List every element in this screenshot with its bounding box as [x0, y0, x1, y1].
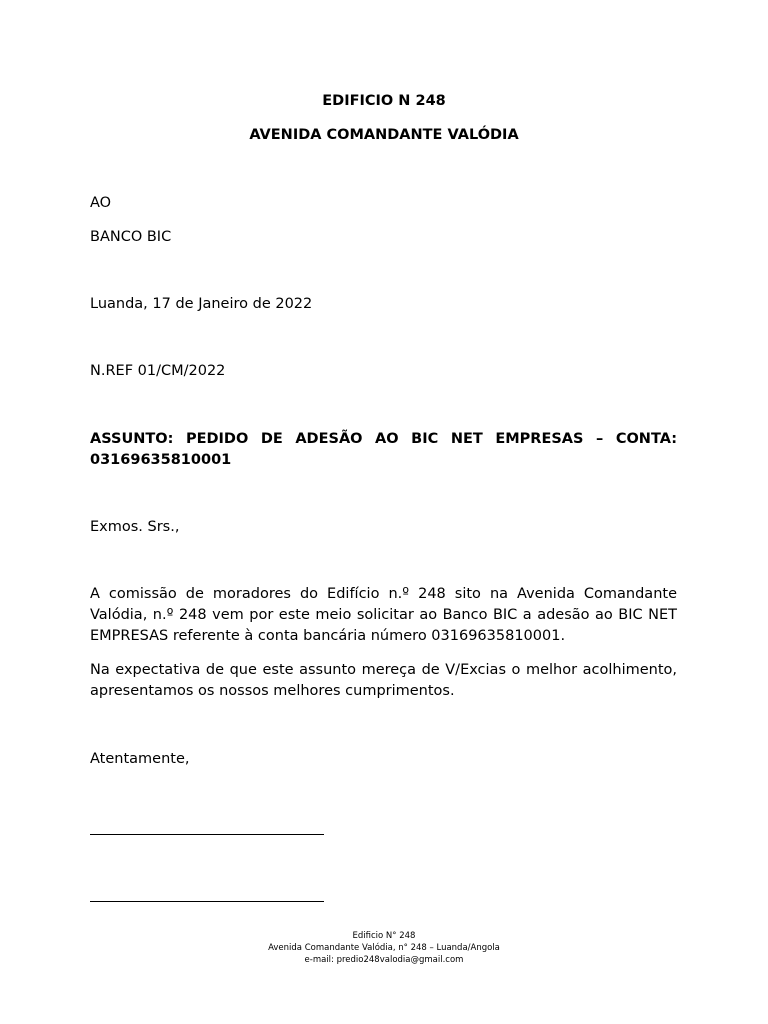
- recipient-line-1: AO: [90, 195, 112, 211]
- header-street: AVENIDA COMANDANTE VALÓDIA: [249, 127, 519, 143]
- letter-date: Luanda, 17 de Janeiro de 2022: [90, 296, 313, 312]
- body-paragraph-1: A comissão de moradores do Edifício n.º 248 sito na Avenida Comandante Valódia, n.º 248 vem por este meio solicitar ao Banco BIC a adesão ao BIC NET EMPRESAS referente à conta bancária número 03169635810001.: [90, 586, 677, 644]
- signature-line-2: [90, 901, 324, 902]
- body-paragraph-2: Na expectativa de que este assunto mereça de V/Excias o melhor acolhimento, apresentamos os nossos melhores cumprimentos.: [90, 662, 677, 699]
- signature-line-1: [90, 834, 324, 835]
- footer-address: Avenida Comandante Valódia, n° 248 – Luanda/Angola: [268, 943, 500, 953]
- recipient-line-2: BANCO BIC: [90, 229, 172, 245]
- footer-email: e-mail: predio248valodia@gmail.com: [304, 955, 464, 965]
- footer-building: Edificio N° 248: [352, 931, 416, 941]
- salutation: Exmos. Srs.,: [90, 519, 180, 535]
- closing: Atentamente,: [90, 751, 190, 767]
- reference-number: N.REF 01/CM/2022: [90, 363, 226, 379]
- header-building: EDIFICIO N 248: [322, 93, 446, 109]
- subject-line: ASSUNTO: PEDIDO DE ADESÃO AO BIC NET EMPRESAS – CONTA: 03169635810001: [90, 431, 677, 468]
